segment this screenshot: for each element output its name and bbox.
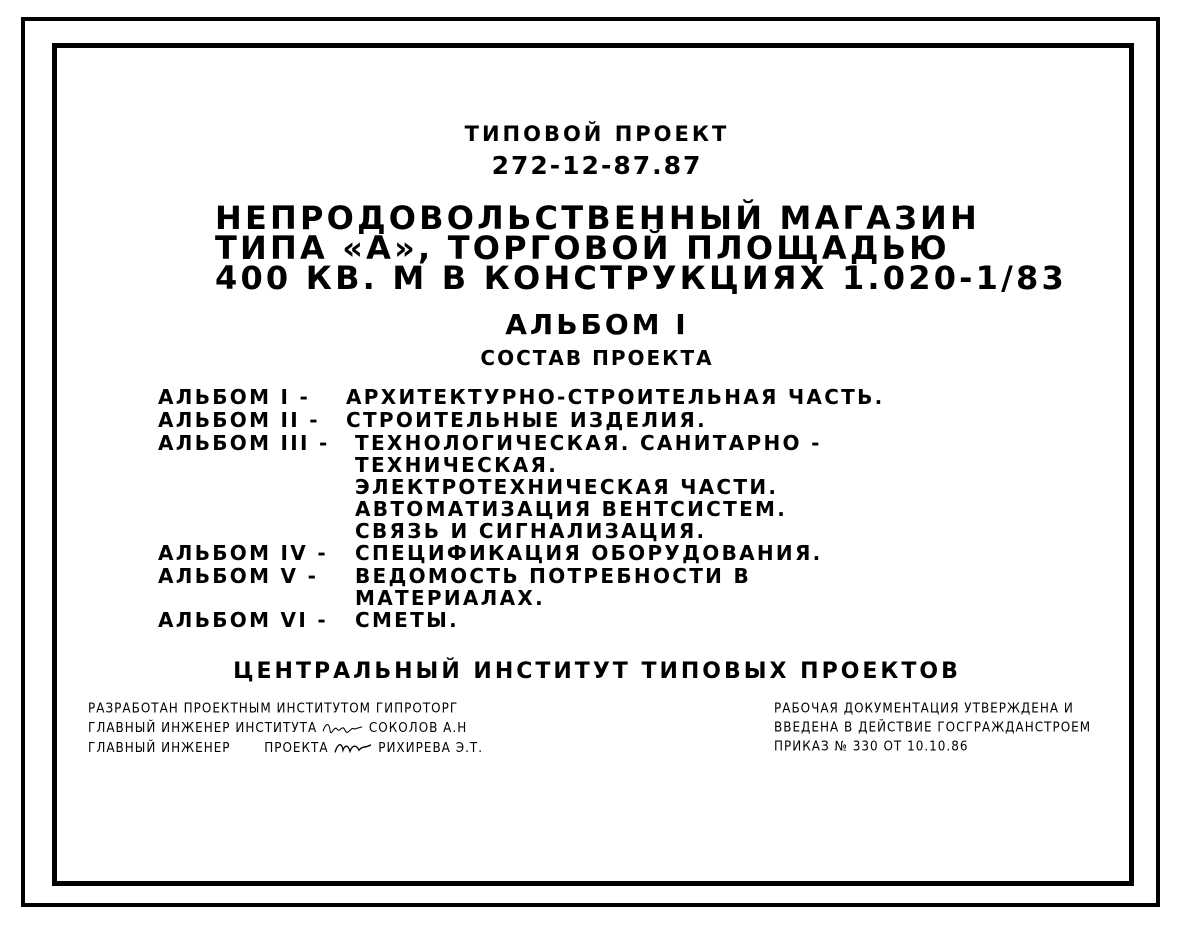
contents-heading: СОСТАВ ПРОЕКТА [480, 346, 714, 370]
signature-icon [333, 739, 373, 757]
credits-right-line-1: РАБОЧАЯ ДОКУМЕНТАЦИЯ УТВЕРЖДЕНА И [774, 700, 1074, 716]
album-4-line-1: СПЕЦИФИКАЦИЯ ОБОРУДОВАНИЯ. [355, 541, 823, 565]
chief-engineer-project-name: РИХИРЕВА Э.Т. [378, 739, 484, 756]
credits-right-line-3: ПРИКАЗ № 330 ОТ 10.10.86 [774, 738, 969, 754]
album-1-name: АЛЬБОМ I - [158, 385, 311, 409]
credits-left-line-1: РАЗРАБОТАН ПРОЕКТНЫМ ИНСТИТУТОМ ГИПРОТОРГ [88, 700, 459, 716]
album-3-name: АЛЬБОМ III - [158, 431, 330, 455]
album-3-line-5: СВЯЗЬ И СИГНАЛИЗАЦИЯ. [355, 519, 707, 543]
signature-icon [322, 720, 364, 735]
album-5-line-1: ВЕДОМОСТЬ ПОТРЕБНОСТИ В [355, 564, 752, 588]
series-label: ТИПОВОЙ ПРОЕКТ [464, 122, 730, 146]
chief-engineer-institute-label: ГЛАВНЫЙ ИНЖЕНЕР ИНСТИТУТА [88, 719, 318, 736]
album-6-line-1: СМЕТЫ. [355, 608, 460, 632]
chief-engineer-project-label: ГЛАВНЫЙ ИНЖЕНЕР [88, 739, 231, 756]
album-heading: АЛЬБОМ I [505, 308, 689, 341]
album-1-line-1: АРХИТЕКТУРНО-СТРОИТЕЛЬНАЯ ЧАСТЬ. [346, 385, 885, 409]
title-line-1: НЕПРОДОВОЛЬСТВЕННЫЙ МАГАЗИН [215, 199, 981, 237]
project-number: 272-12-87.87 [491, 151, 703, 180]
album-2-name: АЛЬБОМ II - [158, 408, 320, 432]
album-3-line-3: ЭЛЕКТРОТЕХНИЧЕСКАЯ ЧАСТИ. [355, 475, 779, 499]
album-3-line-1: ТЕХНОЛОГИЧЕСКАЯ. САНИТАРНО - [355, 431, 822, 455]
album-3-line-4: АВТОМАТИЗАЦИЯ ВЕНТСИСТЕМ. [355, 497, 788, 521]
organization-name: ЦЕНТРАЛЬНЫЙ ИНСТИТУТ ТИПОВЫХ ПРОЕКТОВ [233, 659, 961, 684]
chief-engineer-institute-name: СОКОЛОВ А.Н [368, 719, 468, 736]
album-2-line-1: СТРОИТЕЛЬНЫЕ ИЗДЕЛИЯ. [346, 408, 708, 432]
credits-right-line-2: ВВЕДЕНА В ДЕЙСТВИЕ ГОСГРАЖДАНСТРОЕМ [774, 719, 1092, 735]
credits-left-line-3 [88, 739, 483, 757]
album-3-line-2: ТЕХНИЧЕСКАЯ. [355, 453, 559, 477]
album-4-name: АЛЬБОМ IV - [158, 541, 328, 565]
title-line-2: ТИПА «А», ТОРГОВОЙ ПЛОЩАДЬЮ [215, 229, 950, 267]
project-label: ПРОЕКТА [264, 739, 329, 756]
album-6-name: АЛЬБОМ VI - [158, 608, 328, 632]
credits-left-line-2 [88, 720, 467, 735]
album-5-line-2: МАТЕРИАЛАХ. [355, 586, 545, 610]
album-5-name: АЛЬБОМ V - [158, 564, 319, 588]
title-line-3: 400 КВ. М В КОНСТРУКЦИЯХ 1.020-1/83 [215, 259, 1067, 297]
